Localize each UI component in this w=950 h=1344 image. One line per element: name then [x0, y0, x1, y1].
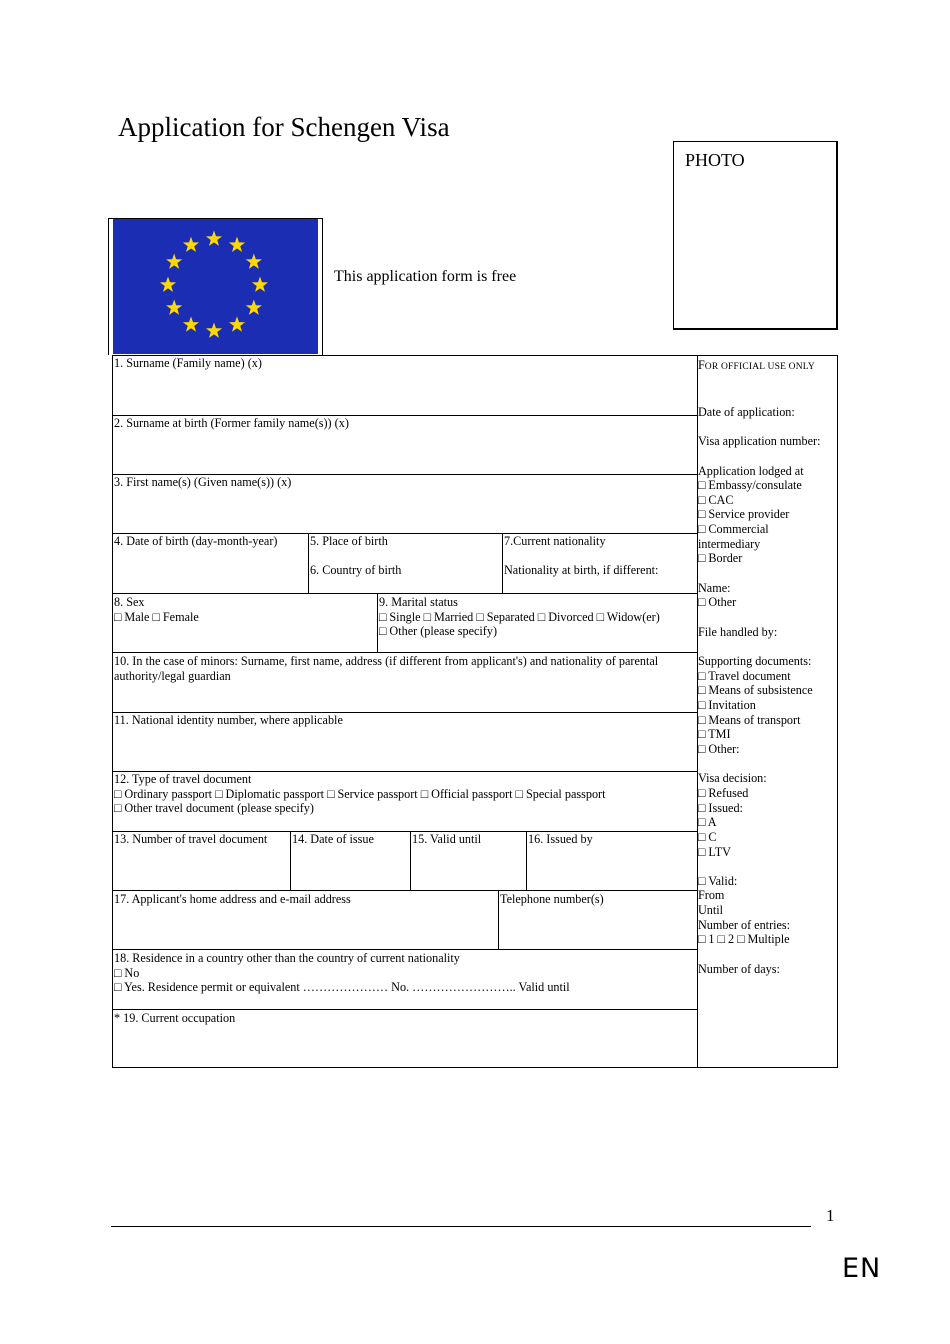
official-use-line[interactable]: □ CAC	[698, 492, 734, 507]
official-use-line: Visa application number:	[698, 434, 821, 449]
application-form	[112, 355, 697, 1068]
official-use-line	[698, 420, 837, 435]
official-use-line	[698, 859, 837, 874]
field-valid-until[interactable]	[410, 832, 526, 890]
photo-label: PHOTO	[685, 150, 745, 170]
official-use-line[interactable]: □ 1 □ 2 □ Multiple	[698, 932, 790, 947]
official-use-line: File handled by:	[698, 624, 778, 639]
row-sex-marital	[113, 594, 698, 653]
official-use-line[interactable]: □ Refused	[698, 785, 749, 800]
field-issued-by[interactable]	[526, 832, 698, 890]
field-date-of-birth[interactable]	[113, 534, 289, 593]
travel-document-options[interactable]: □ Ordinary passport □ Diplomatic passport □ Service passport □ Official passport □ Special passport	[114, 786, 606, 801]
field-travel-document-type[interactable]	[113, 772, 698, 832]
field-label: * 19. Current occupation	[114, 1011, 236, 1025]
official-use-line[interactable]: □ Border	[698, 551, 743, 566]
field-surname-at-birth[interactable]	[113, 416, 698, 475]
official-use-line: Until	[698, 903, 724, 918]
field-label: Telephone number(s)	[500, 892, 604, 906]
field-label: 12. Type of travel document	[114, 772, 252, 786]
official-use-line[interactable]: □ Other	[698, 595, 737, 610]
field-label: Nationality at birth, if different:	[504, 563, 659, 577]
eu-flag-icon	[113, 219, 318, 354]
field-marital-status[interactable]	[377, 594, 698, 652]
field-place-country-of-birth[interactable]	[308, 534, 503, 593]
official-use-line: Supporting documents:	[698, 654, 812, 668]
marital-options[interactable]: □ Single □ Married □ Separated □ Divorced □ Widow(er)	[379, 609, 660, 624]
residence-no-option[interactable]: □ No	[114, 965, 140, 980]
field-surname[interactable]	[113, 356, 698, 416]
official-use-line[interactable]: □ Service provider	[698, 507, 790, 522]
row-travel-document-details	[113, 832, 698, 891]
field-label: 3. First name(s) (Given name(s)) (x)	[114, 475, 292, 489]
official-use-line[interactable]: □ Commercial	[698, 522, 769, 537]
official-use-line	[698, 390, 837, 405]
official-use-line	[698, 757, 837, 772]
official-use-line[interactable]: □ A	[698, 815, 717, 830]
travel-document-other-option[interactable]: □ Other travel document (please specify)	[114, 801, 314, 816]
official-use-line: Visa decision:	[698, 771, 767, 786]
row-address-phone	[113, 891, 698, 950]
page-number: 1	[826, 1206, 835, 1225]
page-title: Application for Schengen Visa	[118, 112, 450, 142]
field-label: 11. National identity number, where applicable	[114, 713, 343, 727]
field-travel-document-number[interactable]	[113, 832, 290, 890]
field-label: 5. Place of birth	[310, 534, 388, 548]
field-telephone[interactable]	[498, 891, 698, 949]
official-use-line[interactable]: □ TMI	[698, 727, 731, 742]
field-label: 14. Date of issue	[292, 832, 374, 846]
field-residence[interactable]	[113, 950, 698, 1010]
official-use-line: Application lodged at	[698, 463, 804, 478]
field-national-id[interactable]	[113, 713, 698, 772]
official-use-line	[698, 449, 837, 464]
official-use-line	[698, 361, 837, 376]
field-label: 10. In the case of minors: Surname, first name, address (if different from applicant's) and nationality of parental authority/legal guardian	[114, 654, 659, 683]
field-label: 16. Issued by	[528, 832, 593, 846]
field-minors-guardian[interactable]	[113, 653, 698, 713]
field-label: 1. Surname (Family name) (x)	[114, 356, 262, 370]
official-use-line: Date of application:	[698, 404, 795, 419]
official-use-line: Number of entries:	[698, 917, 791, 932]
field-label: 8. Sex	[114, 595, 145, 609]
field-date-of-issue[interactable]	[290, 832, 410, 890]
field-current-occupation[interactable]	[113, 1010, 698, 1068]
official-use-line	[698, 376, 837, 391]
official-use-line: From	[698, 888, 725, 903]
official-use-line: Number of days:	[698, 961, 780, 976]
official-use-line[interactable]: □ C	[698, 829, 717, 844]
field-home-address[interactable]	[113, 891, 498, 949]
official-use-line[interactable]: □ Means of transport	[698, 712, 801, 727]
language-code: EN	[842, 1253, 882, 1284]
official-use-line[interactable]: □ Travel document	[698, 668, 791, 683]
row-birth-nationality	[113, 534, 698, 594]
marital-other-option[interactable]: □ Other (please specify)	[379, 624, 498, 639]
official-use-line: intermediary	[698, 536, 761, 551]
free-form-note: This application form is free	[334, 268, 517, 285]
field-label: 4. Date of birth (day-month-year)	[114, 534, 278, 548]
official-use-line[interactable]: □ Invitation	[698, 697, 756, 712]
field-label: 17. Applicant's home address and e-mail address	[114, 892, 351, 906]
field-first-names[interactable]	[113, 475, 698, 534]
official-use-line	[698, 947, 837, 962]
footer-rule	[111, 1226, 811, 1227]
field-label: 9. Marital status	[379, 595, 458, 609]
official-heading-initial: F	[698, 358, 705, 372]
official-heading-rest: OR OFFICIAL USE ONLY	[704, 362, 815, 372]
field-label: 18. Residence in a country other than the country of current nationality	[114, 951, 460, 965]
field-nationality[interactable]	[502, 534, 698, 593]
official-use-line: Name:	[698, 580, 731, 595]
official-use-line[interactable]: □ Issued:	[698, 800, 743, 815]
official-use-line	[698, 639, 837, 654]
field-label: 15. Valid until	[412, 832, 482, 846]
official-use-lines	[698, 361, 837, 976]
field-label: 13. Number of travel document	[114, 832, 268, 846]
photo-box[interactable]	[673, 141, 838, 330]
official-use-line[interactable]: □ Means of subsistence	[698, 683, 813, 698]
official-use-line[interactable]: □ Other:	[698, 741, 740, 756]
field-label: 7.Current nationality	[504, 534, 606, 548]
field-label: 6. Country of birth	[310, 563, 402, 577]
field-sex[interactable]	[113, 594, 377, 652]
official-use-line[interactable]: □ Embassy/consulate	[698, 478, 802, 493]
official-use-column	[697, 355, 838, 1068]
official-use-line[interactable]: □ Valid:	[698, 873, 738, 888]
sex-options[interactable]: □ Male □ Female	[114, 609, 199, 624]
official-use-line	[698, 566, 837, 581]
residence-yes-option[interactable]: □ Yes. Residence permit or equivalent ………………… No. …………………….. Valid until	[114, 980, 570, 995]
official-use-line[interactable]: □ LTV	[698, 844, 731, 859]
official-use-line	[698, 610, 837, 625]
field-label: 2. Surname at birth (Former family name(s)) (x)	[114, 416, 349, 430]
